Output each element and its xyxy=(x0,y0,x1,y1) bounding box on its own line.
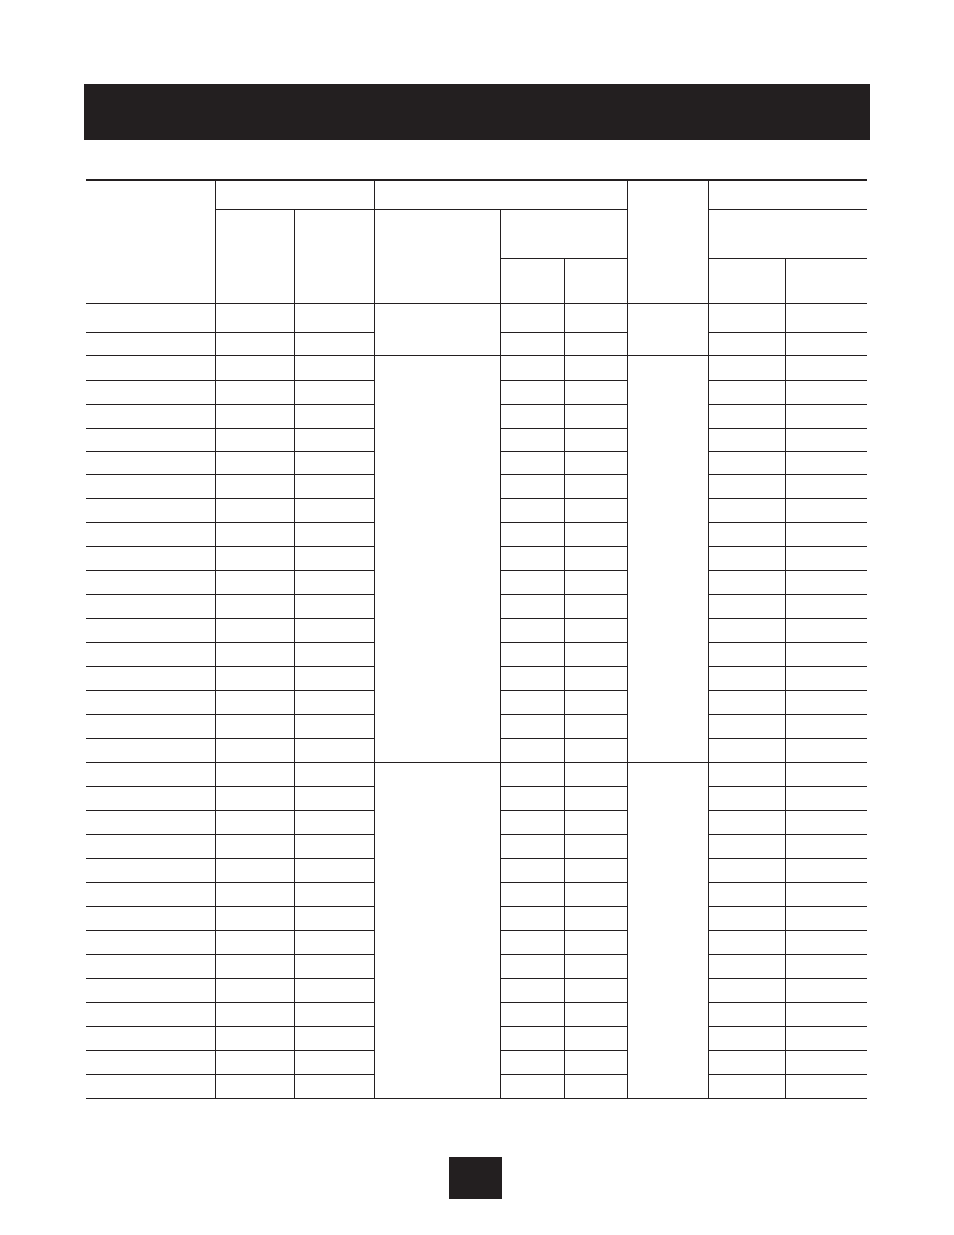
table-cell xyxy=(86,570,215,594)
table-cell xyxy=(215,762,294,786)
table-cell xyxy=(564,474,627,498)
table-row xyxy=(86,303,867,332)
table-cell xyxy=(564,546,627,570)
table-cell xyxy=(785,303,867,332)
table-cell xyxy=(500,332,564,355)
header-col-a xyxy=(86,180,215,303)
table-cell xyxy=(86,522,215,546)
header-b1 xyxy=(215,209,294,303)
table-cell xyxy=(86,786,215,810)
table-cell xyxy=(785,1026,867,1050)
table-cell xyxy=(215,954,294,978)
table-cell xyxy=(500,978,564,1002)
header-c2b xyxy=(564,258,627,303)
table-cell xyxy=(294,930,374,954)
table-cell xyxy=(500,570,564,594)
table-cell xyxy=(215,404,294,428)
table-cell xyxy=(785,954,867,978)
table-cell xyxy=(500,810,564,834)
table-cell xyxy=(785,594,867,618)
table-cell xyxy=(785,570,867,594)
spec-table-body xyxy=(86,303,867,1098)
table-cell xyxy=(564,303,627,332)
table-cell xyxy=(294,738,374,762)
table-cell xyxy=(500,954,564,978)
table-cell xyxy=(215,834,294,858)
table-cell xyxy=(215,618,294,642)
group-merged-cell-c xyxy=(374,355,500,762)
table-cell xyxy=(86,906,215,930)
table-cell xyxy=(215,1050,294,1074)
table-cell xyxy=(86,1074,215,1098)
table-cell xyxy=(500,380,564,404)
table-cell xyxy=(708,738,785,762)
table-cell xyxy=(785,1002,867,1026)
table-cell xyxy=(294,332,374,355)
table-cell xyxy=(708,930,785,954)
table-cell xyxy=(564,332,627,355)
group-merged-cell-c xyxy=(374,762,500,1098)
table-cell xyxy=(785,1050,867,1074)
table-cell xyxy=(500,618,564,642)
table-cell xyxy=(294,882,374,906)
table-cell xyxy=(215,906,294,930)
table-cell xyxy=(500,690,564,714)
table-cell xyxy=(215,1002,294,1026)
table-cell xyxy=(215,930,294,954)
table-cell xyxy=(708,690,785,714)
table-cell xyxy=(564,1050,627,1074)
table-cell xyxy=(294,451,374,474)
table-cell xyxy=(86,810,215,834)
table-cell xyxy=(294,690,374,714)
table-cell xyxy=(86,380,215,404)
table-cell xyxy=(785,428,867,451)
table-cell xyxy=(500,355,564,380)
table-cell xyxy=(500,1074,564,1098)
table-cell xyxy=(708,474,785,498)
table-cell xyxy=(294,858,374,882)
table-cell xyxy=(785,451,867,474)
table-cell xyxy=(294,1002,374,1026)
table-cell xyxy=(785,1074,867,1098)
table-cell xyxy=(564,738,627,762)
table-cell xyxy=(294,474,374,498)
table-cell xyxy=(215,858,294,882)
table-cell xyxy=(564,882,627,906)
table-cell xyxy=(86,762,215,786)
table-cell xyxy=(86,428,215,451)
table-cell xyxy=(564,451,627,474)
table-cell xyxy=(500,786,564,810)
table-cell xyxy=(708,642,785,666)
table-cell xyxy=(785,355,867,380)
table-cell xyxy=(294,714,374,738)
spec-table-container xyxy=(86,179,867,1099)
table-cell xyxy=(564,642,627,666)
section-header-bar xyxy=(84,84,870,140)
table-cell xyxy=(294,618,374,642)
table-cell xyxy=(500,906,564,930)
table-cell xyxy=(564,810,627,834)
table-cell xyxy=(785,642,867,666)
table-cell xyxy=(86,954,215,978)
table-cell xyxy=(215,303,294,332)
table-cell xyxy=(500,882,564,906)
table-cell xyxy=(500,303,564,332)
table-cell xyxy=(215,1026,294,1050)
table-cell xyxy=(86,1050,215,1074)
table-cell xyxy=(86,738,215,762)
table-cell xyxy=(86,834,215,858)
group-merged-cell-c xyxy=(374,303,500,355)
table-cell xyxy=(564,428,627,451)
header-c2a xyxy=(500,258,564,303)
table-cell xyxy=(785,332,867,355)
table-cell xyxy=(564,498,627,522)
table-cell xyxy=(500,474,564,498)
header-e1 xyxy=(708,258,785,303)
table-cell xyxy=(86,332,215,355)
table-cell xyxy=(564,978,627,1002)
table-row xyxy=(86,762,867,786)
table-cell xyxy=(785,810,867,834)
table-cell xyxy=(215,978,294,1002)
table-row xyxy=(86,355,867,380)
table-cell xyxy=(215,594,294,618)
header-group-e xyxy=(708,180,867,209)
table-cell xyxy=(708,954,785,978)
table-cell xyxy=(215,332,294,355)
table-cell xyxy=(500,858,564,882)
table-cell xyxy=(564,522,627,546)
table-cell xyxy=(708,1050,785,1074)
table-cell xyxy=(564,618,627,642)
table-cell xyxy=(708,762,785,786)
table-cell xyxy=(294,786,374,810)
table-cell xyxy=(564,594,627,618)
table-cell xyxy=(215,1074,294,1098)
table-cell xyxy=(294,380,374,404)
table-cell xyxy=(785,474,867,498)
table-cell xyxy=(785,618,867,642)
table-cell xyxy=(215,714,294,738)
table-cell xyxy=(86,714,215,738)
table-cell xyxy=(294,1026,374,1050)
table-cell xyxy=(708,666,785,690)
table-cell xyxy=(86,642,215,666)
table-cell xyxy=(86,404,215,428)
table-cell xyxy=(785,380,867,404)
table-cell xyxy=(215,738,294,762)
table-cell xyxy=(500,546,564,570)
table-cell xyxy=(785,738,867,762)
table-cell xyxy=(500,594,564,618)
table-cell xyxy=(564,355,627,380)
table-cell xyxy=(708,882,785,906)
table-cell xyxy=(708,404,785,428)
table-cell xyxy=(86,355,215,380)
table-cell xyxy=(215,810,294,834)
table-cell xyxy=(86,858,215,882)
table-cell xyxy=(708,380,785,404)
table-cell xyxy=(86,594,215,618)
table-cell xyxy=(215,666,294,690)
table-cell xyxy=(785,666,867,690)
group-merged-cell-d xyxy=(627,355,708,762)
table-cell xyxy=(215,428,294,451)
table-cell xyxy=(294,303,374,332)
table-cell xyxy=(564,690,627,714)
table-cell xyxy=(500,714,564,738)
table-cell xyxy=(708,498,785,522)
table-cell xyxy=(708,1002,785,1026)
table-cell xyxy=(785,404,867,428)
table-cell xyxy=(500,1026,564,1050)
table-cell xyxy=(86,474,215,498)
table-cell xyxy=(564,666,627,690)
table-cell xyxy=(708,451,785,474)
table-cell xyxy=(294,594,374,618)
table-cell xyxy=(500,762,564,786)
table-cell xyxy=(86,303,215,332)
table-cell xyxy=(86,451,215,474)
table-cell xyxy=(708,594,785,618)
table-cell xyxy=(708,355,785,380)
table-cell xyxy=(785,882,867,906)
table-cell xyxy=(564,906,627,930)
table-cell xyxy=(500,498,564,522)
table-cell xyxy=(294,666,374,690)
table-cell xyxy=(564,1074,627,1098)
table-cell xyxy=(708,303,785,332)
table-cell xyxy=(564,714,627,738)
table-cell xyxy=(785,834,867,858)
table-cell xyxy=(86,666,215,690)
table-cell xyxy=(708,332,785,355)
table-cell xyxy=(564,762,627,786)
table-cell xyxy=(294,404,374,428)
table-cell xyxy=(708,906,785,930)
header-b2 xyxy=(294,209,374,303)
table-cell xyxy=(215,355,294,380)
table-cell xyxy=(294,978,374,1002)
table-cell xyxy=(500,666,564,690)
table-cell xyxy=(294,498,374,522)
table-cell xyxy=(215,498,294,522)
table-cell xyxy=(564,954,627,978)
table-cell xyxy=(215,882,294,906)
table-cell xyxy=(708,810,785,834)
table-cell xyxy=(708,546,785,570)
page-number-box xyxy=(449,1157,502,1199)
table-cell xyxy=(785,786,867,810)
table-cell xyxy=(294,642,374,666)
table-cell xyxy=(564,1026,627,1050)
table-cell xyxy=(708,978,785,1002)
table-cell xyxy=(294,906,374,930)
table-cell xyxy=(500,428,564,451)
table-cell xyxy=(86,882,215,906)
header-group-b xyxy=(215,180,374,209)
table-cell xyxy=(294,522,374,546)
table-cell xyxy=(86,930,215,954)
table-cell xyxy=(708,570,785,594)
table-cell xyxy=(294,1074,374,1098)
table-cell xyxy=(708,428,785,451)
table-cell xyxy=(708,858,785,882)
table-cell xyxy=(564,858,627,882)
table-cell xyxy=(785,858,867,882)
table-cell xyxy=(564,380,627,404)
table-cell xyxy=(564,786,627,810)
table-cell xyxy=(86,1026,215,1050)
table-cell xyxy=(215,690,294,714)
table-cell xyxy=(708,522,785,546)
table-cell xyxy=(294,428,374,451)
table-cell xyxy=(215,451,294,474)
table-cell xyxy=(294,546,374,570)
table-cell xyxy=(86,498,215,522)
table-cell xyxy=(785,714,867,738)
spec-table xyxy=(86,179,867,1099)
table-cell xyxy=(294,810,374,834)
header-group-c2 xyxy=(500,209,627,258)
table-cell xyxy=(500,404,564,428)
header-col-d xyxy=(627,180,708,303)
table-cell xyxy=(785,498,867,522)
table-cell xyxy=(294,834,374,858)
table-cell xyxy=(785,762,867,786)
header-group-c xyxy=(374,180,627,209)
table-cell xyxy=(708,714,785,738)
table-cell xyxy=(564,930,627,954)
table-cell xyxy=(564,834,627,858)
group-merged-cell-d xyxy=(627,303,708,355)
table-cell xyxy=(785,522,867,546)
table-cell xyxy=(500,930,564,954)
table-cell xyxy=(86,1002,215,1026)
table-cell xyxy=(294,954,374,978)
header-e2 xyxy=(785,258,867,303)
spec-table-header xyxy=(86,180,867,303)
table-cell xyxy=(500,834,564,858)
table-cell xyxy=(215,570,294,594)
table-cell xyxy=(215,546,294,570)
table-cell xyxy=(500,1002,564,1026)
header-c1 xyxy=(374,209,500,303)
table-cell xyxy=(86,690,215,714)
group-merged-cell-d xyxy=(627,762,708,1098)
table-cell xyxy=(708,618,785,642)
table-cell xyxy=(215,380,294,404)
table-cell xyxy=(86,546,215,570)
table-cell xyxy=(785,930,867,954)
table-cell xyxy=(500,642,564,666)
table-cell xyxy=(294,355,374,380)
table-cell xyxy=(294,762,374,786)
table-cell xyxy=(294,570,374,594)
table-cell xyxy=(294,1050,374,1074)
table-cell xyxy=(564,570,627,594)
table-cell xyxy=(785,978,867,1002)
table-cell xyxy=(215,786,294,810)
table-cell xyxy=(785,546,867,570)
header-group-e-spacer xyxy=(708,209,867,258)
table-cell xyxy=(708,1026,785,1050)
table-cell xyxy=(708,834,785,858)
table-cell xyxy=(564,404,627,428)
table-cell xyxy=(500,451,564,474)
table-cell xyxy=(500,522,564,546)
table-cell xyxy=(785,906,867,930)
table-cell xyxy=(500,738,564,762)
table-cell xyxy=(708,786,785,810)
table-cell xyxy=(86,618,215,642)
table-cell xyxy=(215,522,294,546)
table-cell xyxy=(708,1074,785,1098)
table-cell xyxy=(86,978,215,1002)
table-cell xyxy=(215,474,294,498)
table-cell xyxy=(785,690,867,714)
table-cell xyxy=(215,642,294,666)
table-cell xyxy=(500,1050,564,1074)
table-cell xyxy=(564,1002,627,1026)
